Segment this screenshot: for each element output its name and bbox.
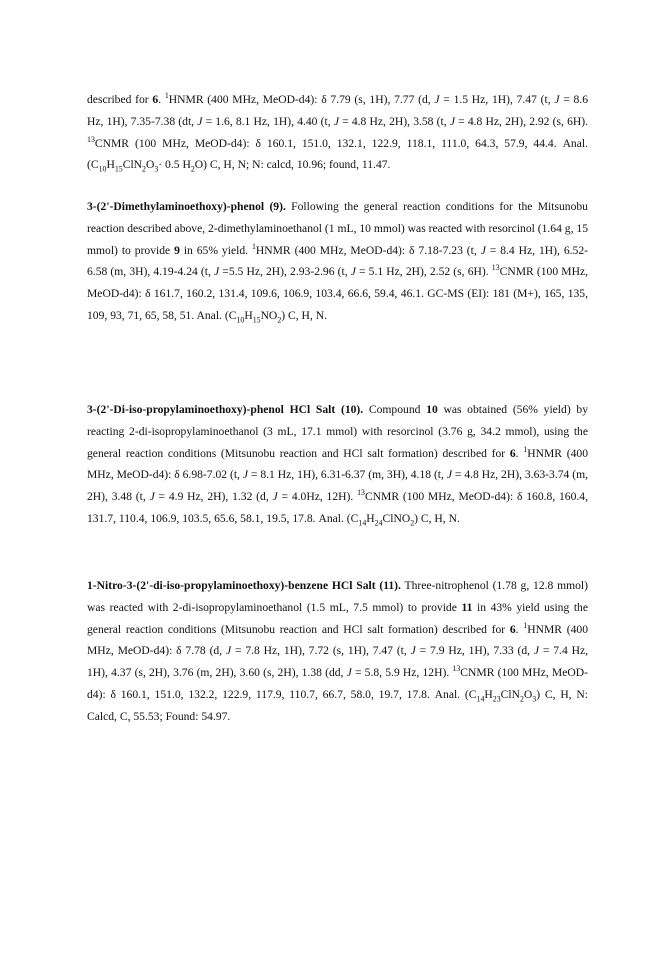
subscript: 14 bbox=[476, 694, 485, 704]
text-run: H bbox=[366, 511, 375, 525]
text-run: = 1.5 Hz, 1H), 7.47 (t, bbox=[439, 93, 555, 106]
bold-text: 6 bbox=[152, 93, 159, 106]
text-run: = 5.8, 5.9 Hz, 12H). bbox=[351, 666, 453, 680]
text-run: ClN bbox=[500, 687, 520, 701]
text-run: Compound bbox=[363, 403, 427, 416]
italic-text: J bbox=[214, 265, 220, 279]
italic-text: J bbox=[333, 114, 339, 128]
text-run: = 4.0Hz, 12H). bbox=[277, 490, 358, 504]
text-run: NO bbox=[260, 308, 278, 322]
text-run: HNMR (400 MHz, MeOD-d4): δ 7.78 (d, bbox=[87, 622, 588, 658]
bold-text: 3-(2'-Di-iso-propylaminoethoxy)-phenol HCl Salt (10). bbox=[87, 403, 364, 416]
text-run: H bbox=[484, 687, 493, 701]
subscript: 15 bbox=[252, 315, 261, 325]
subscript: 2 bbox=[142, 164, 146, 174]
subscript: 24 bbox=[374, 518, 383, 528]
text-run: = 8.6 Hz, 1H), 7.35-7.38 (dt, bbox=[87, 93, 588, 128]
paragraph-compound-9 bbox=[87, 196, 588, 327]
text-run: = 4.8 Hz, 2H), 3.63-3.74 (m, 2H), 3.48 (t, bbox=[87, 468, 588, 504]
text-run: = 1.6, 8.1 Hz, 1H), 4.40 (t, bbox=[202, 114, 334, 128]
text-run: Following the general reaction conditions for the Mitsunobu reaction described above, 2-dimethylaminoethanol (1 mL, 10 mmol) was reacted with resorcinol (1.64 g, 15 mmol) to provide bbox=[87, 200, 588, 257]
text-run: O bbox=[523, 687, 533, 701]
text-run: =5.5 Hz, 2H), 2.93-2.96 (t, bbox=[219, 265, 351, 279]
text-run: HNMR (400 MHz, MeOD-d4): δ 7.79 (s, 1H), 7.77 (d, bbox=[168, 93, 435, 106]
italic-text: J bbox=[410, 644, 416, 658]
superscript: 13 bbox=[357, 488, 365, 498]
text-run: HNMR (400 MHz, MeOD-d4): δ 6.98-7.02 (t, bbox=[87, 446, 588, 482]
text-run: . bbox=[158, 93, 165, 106]
paragraph-compound-8-characterization bbox=[87, 89, 588, 176]
subscript: 15 bbox=[114, 164, 123, 174]
italic-text: J bbox=[533, 644, 540, 658]
superscript: 13 bbox=[452, 664, 461, 674]
subscript: 10 bbox=[98, 164, 107, 174]
text-run: O) C, H, N; N: calcd, 10.96; found, 11.47. bbox=[194, 158, 391, 172]
text-run: HNMR (400 MHz, MeOD-d4): δ 7.18-7.23 (t, bbox=[255, 243, 481, 257]
italic-text: J bbox=[242, 468, 249, 482]
superscript: 1 bbox=[523, 444, 528, 454]
text-run: = 7.4 Hz, 1H), 4.37 (s, 2H), 3.76 (m, 2H), 3.60 (s, 2H), 1.38 (dd, bbox=[87, 644, 589, 680]
italic-text: J bbox=[449, 114, 455, 128]
subscript: 23 bbox=[492, 694, 501, 704]
paragraph-compound-11 bbox=[87, 575, 588, 728]
text-run: . bbox=[515, 446, 524, 460]
bold-text: 11 bbox=[461, 600, 473, 614]
text-run: . bbox=[515, 622, 524, 636]
text-run: CNMR (100 MHz, MeOD-d4): δ 161.7, 160.2, 131.4, 109.6, 106.9, 103.4, 66.6, 59.4, 46.1. GC-MS (EI): 181 (M+), 165, 135, 109, 93, 71, 65, 58, 51. Anal. (C bbox=[87, 265, 588, 322]
text-run: ) C, H, N. bbox=[281, 308, 327, 322]
text-run: was obtained (56% yield) by reacting 2-di-isopropylaminoethanol (3 mL, 17.1 mmol) with resorcinol (3.76 g, 34.2 mmol), using the general reaction conditions (Mitsunobu reaction and HCl salt formation) described for bbox=[87, 403, 588, 460]
superscript: 1 bbox=[164, 91, 169, 101]
superscript: 13 bbox=[491, 263, 500, 273]
italic-text: J bbox=[554, 93, 560, 106]
subscript: 2 bbox=[410, 518, 415, 528]
paragraph-compound-10 bbox=[87, 399, 588, 530]
text-run: H bbox=[106, 158, 115, 172]
subscript: 3 bbox=[532, 694, 537, 704]
text-run: H bbox=[244, 308, 253, 322]
text-run: in 65% yield. bbox=[179, 243, 252, 257]
italic-text: J bbox=[197, 114, 203, 128]
italic-text: J bbox=[350, 265, 356, 279]
text-run: · 0.5 H bbox=[158, 158, 191, 172]
text-run: ) C, H, N. bbox=[414, 511, 460, 525]
subscript: 2 bbox=[519, 694, 524, 704]
italic-text: J bbox=[346, 666, 352, 680]
text-run: CNMR (100 MHz, MeOD-d4): δ 160.1, 151.0, 132.2, 122.9, 117.9, 110.7, 66.7, 58.0, 19.7, 17.8. Anal. (C bbox=[87, 666, 588, 701]
subscript: 10 bbox=[236, 315, 245, 325]
text-run: ) C, H, N: Calcd, C, 55.53; Found: 54.97. bbox=[87, 687, 588, 723]
subscript: 2 bbox=[277, 315, 282, 325]
text-run: CNMR (100 MHz, MeOD-d4): δ 160.1, 151.0, 132.1, 122.9, 118.1, 111.0, 64.3, 57.9, 44.4. Anal. (C bbox=[87, 136, 588, 172]
text-run: = 7.8 Hz, 1H), 7.72 (s, 1H), 7.47 (t, bbox=[231, 644, 411, 658]
bold-text: 3-(2'-Dimethylaminoethoxy)-phenol (9). bbox=[87, 200, 286, 213]
italic-text: J bbox=[149, 490, 155, 504]
bold-text: 6 bbox=[509, 446, 516, 460]
text-run: = 4.9 Hz, 2H), 1.32 (d, bbox=[154, 490, 273, 504]
italic-text: J bbox=[480, 243, 486, 257]
text-run: = 8.4 Hz, 1H), 6.52-6.58 (m, 3H), 4.19-4.24 (t, bbox=[87, 243, 588, 279]
italic-text: J bbox=[434, 93, 440, 106]
text-run: = 7.9 Hz, 1H), 7.33 (d, bbox=[415, 644, 534, 658]
bold-text: 1-Nitro-3-(2'-di-iso-propylaminoethoxy)-benzene HCl Salt (11). bbox=[87, 579, 401, 592]
text-run: described for bbox=[87, 93, 153, 106]
text-run: = 8.1 Hz, 1H), 6.31-6.37 (m, 3H), 4.18 (t, bbox=[248, 468, 447, 482]
text-run: O bbox=[145, 158, 155, 172]
text-run: = 5.1 Hz, 2H), 2.52 (s, 6H). bbox=[355, 265, 492, 279]
superscript: 1 bbox=[523, 620, 528, 630]
superscript: 1 bbox=[251, 241, 256, 251]
italic-text: J bbox=[446, 468, 452, 482]
italic-text: J bbox=[225, 644, 232, 658]
text-run: CNMR (100 MHz, MeOD-d4): δ 160.8, 160.4, 131.7, 110.4, 106.9, 103.5, 65.6, 58.1, 19.5, 17.8. Anal. (C bbox=[87, 490, 588, 525]
text-run: Three-nitrophenol (1.78 g, 12.8 mmol) was reacted with 2-di-isopropylaminoethanol (1.5 mL, 7.5 mmol) to provide bbox=[87, 579, 588, 614]
bold-text: 9 bbox=[174, 243, 180, 257]
bold-text: 6 bbox=[509, 622, 516, 636]
text-run: = 4.8 Hz, 2H), 3.58 (t, bbox=[338, 114, 450, 128]
subscript: 14 bbox=[358, 518, 367, 528]
bold-text: 10 bbox=[426, 403, 438, 416]
superscript: 13 bbox=[87, 134, 95, 144]
subscript: 3 bbox=[154, 164, 159, 174]
text-run: in 43% yield using the general reaction conditions (Mitsunobu reaction and HCl salt formation) described for bbox=[87, 600, 588, 636]
italic-text: J bbox=[272, 490, 278, 504]
subscript: 2 bbox=[190, 164, 195, 174]
text-run: ClN bbox=[122, 158, 143, 172]
text-run: ClNO bbox=[382, 511, 411, 525]
text-run: = 4.8 Hz, 2H), 2.92 (s, 6H). bbox=[454, 114, 589, 128]
